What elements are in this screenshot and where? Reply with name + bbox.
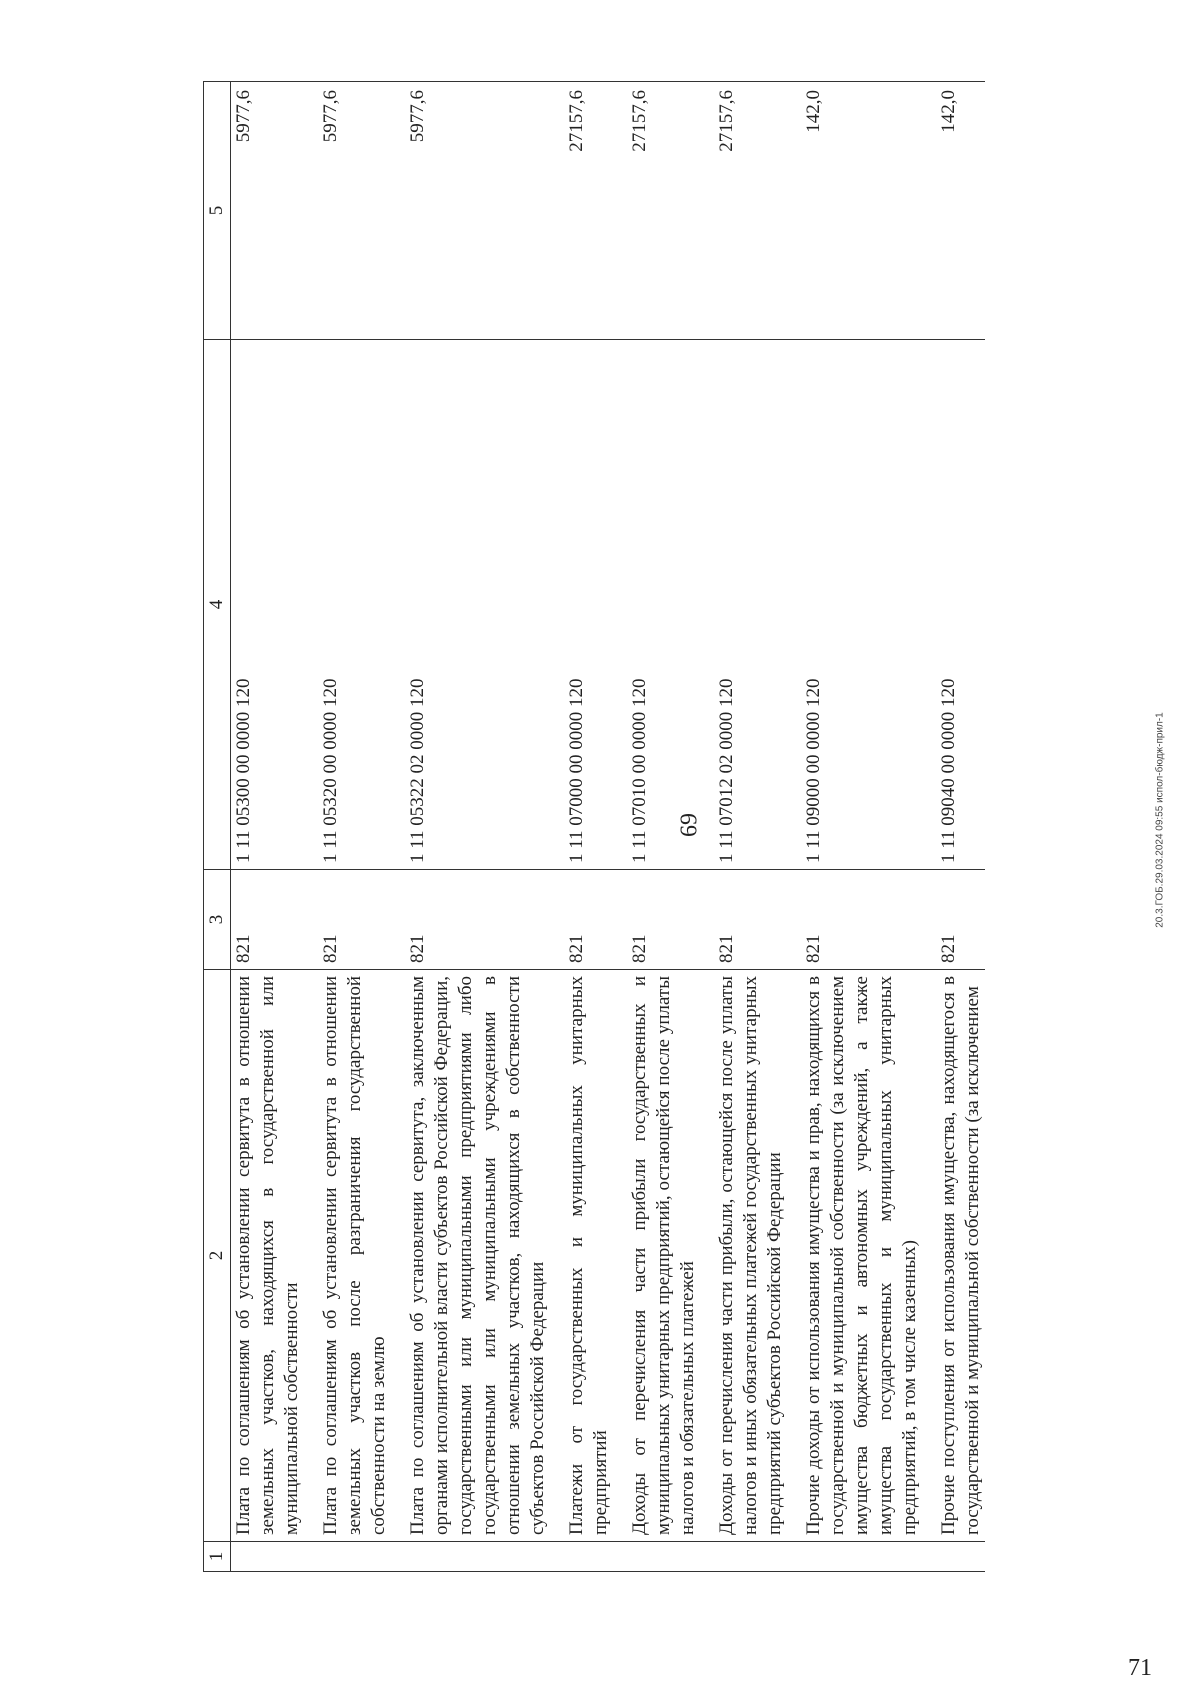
header-col-1: 1 bbox=[204, 1542, 231, 1572]
page-number-top: 69 bbox=[676, 813, 703, 837]
amount-value: 5977,6 bbox=[405, 82, 564, 340]
revenue-description: Прочие поступления от использования имущества, находящегося в государственной и муниципальной собственности (за исключением bbox=[936, 970, 985, 1542]
revenue-description: Платежи от государственных и муниципальных унитарных предприятий bbox=[564, 970, 627, 1542]
row-number bbox=[714, 1542, 801, 1572]
budget-classification-code: 1 11 09000 00 0000 120 bbox=[801, 340, 936, 870]
budget-classification-code: 1 11 07000 00 0000 120 bbox=[564, 340, 627, 870]
revenue-description: Плата по соглашениям об установлении сервитута, заключенным органами исполнительной власти субъектов Российской Федерации, государственными или муниципальными предприятиями либо государственными или муниципальными учреждениями в отношении земельных участков, находящихся в собственности субъектов Российской Федерации bbox=[405, 970, 564, 1542]
administrator-code: 821 bbox=[231, 870, 319, 970]
header-col-5: 5 bbox=[204, 82, 231, 340]
budget-classification-code: 1 11 07012 02 0000 120 bbox=[714, 340, 801, 870]
administrator-code: 821 bbox=[714, 870, 801, 970]
table-row bbox=[231, 82, 319, 1572]
table-row bbox=[714, 82, 801, 1572]
amount-value: 142,0 bbox=[801, 82, 936, 340]
header-col-3: 3 bbox=[204, 870, 231, 970]
amount-value: 5977,6 bbox=[231, 82, 319, 340]
amount-value: 5977,6 bbox=[318, 82, 405, 340]
revenue-table bbox=[203, 81, 985, 1572]
table-header-row bbox=[204, 82, 231, 1572]
budget-classification-code: 1 11 05300 00 0000 120 bbox=[231, 340, 319, 870]
row-number bbox=[318, 1542, 405, 1572]
header-col-4: 4 bbox=[204, 340, 231, 870]
table-row bbox=[801, 82, 936, 1572]
table-row bbox=[627, 82, 714, 1572]
administrator-code: 821 bbox=[627, 870, 714, 970]
footer-stamp: 20.3.ГОБ.29.03.2024 09:55 испол-бюдж-прил-1 bbox=[1154, 712, 1166, 928]
revenue-description: Доходы от перечисления части прибыли, остающейся после уплаты налогов и иных обязательных платежей государственных унитарных предприятий субъектов Российской Федерации bbox=[714, 970, 801, 1542]
budget-classification-code: 1 11 05320 00 0000 120 bbox=[318, 340, 405, 870]
amount-value: 27157,6 bbox=[627, 82, 714, 340]
revenue-description: Плата по соглашениям об установлении сервитута в отношении земельных участков, находящихся в государственной или муниципальной собственности bbox=[231, 970, 319, 1542]
row-number bbox=[627, 1542, 714, 1572]
revenue-description: Доходы от перечисления части прибыли государственных и муниципальных унитарных предприятий, остающейся после уплаты налогов и обязательных платежей bbox=[627, 970, 714, 1542]
revenue-description: Прочие доходы от использования имущества и прав, находящихся в государственной и муниципальной собственности (за исключением имущества бюджетных и автономных учреждений, а также имущества государственных и муниципальных унитарных предприятий, в том числе казенных) bbox=[801, 970, 936, 1542]
row-number bbox=[936, 1542, 985, 1572]
table-row bbox=[405, 82, 564, 1572]
administrator-code: 821 bbox=[318, 870, 405, 970]
amount-value: 27157,6 bbox=[564, 82, 627, 340]
table-row bbox=[564, 82, 627, 1572]
budget-classification-code: 1 11 05322 02 0000 120 bbox=[405, 340, 564, 870]
administrator-code: 821 bbox=[801, 870, 936, 970]
budget-classification-code: 1 11 09040 00 0000 120 bbox=[936, 340, 985, 870]
row-number bbox=[405, 1542, 564, 1572]
administrator-code: 821 bbox=[936, 870, 985, 970]
administrator-code: 821 bbox=[564, 870, 627, 970]
table-row bbox=[318, 82, 405, 1572]
revenue-description: Плата по соглашениям об установлении сервитута в отношении земельных участков после разграничения государственной собственности на землю bbox=[318, 970, 405, 1542]
row-number bbox=[801, 1542, 936, 1572]
amount-value: 27157,6 bbox=[714, 82, 801, 340]
budget-classification-code: 1 11 07010 00 0000 120 bbox=[627, 340, 714, 870]
row-number bbox=[564, 1542, 627, 1572]
page-number-bottom: 71 bbox=[1128, 1655, 1152, 1681]
table-row bbox=[936, 82, 985, 1572]
amount-value: 142,0 bbox=[936, 82, 985, 340]
header-col-2: 2 bbox=[204, 970, 231, 1542]
rotated-table-container bbox=[203, 82, 1078, 1572]
administrator-code: 821 bbox=[405, 870, 564, 970]
row-number bbox=[231, 1542, 319, 1572]
